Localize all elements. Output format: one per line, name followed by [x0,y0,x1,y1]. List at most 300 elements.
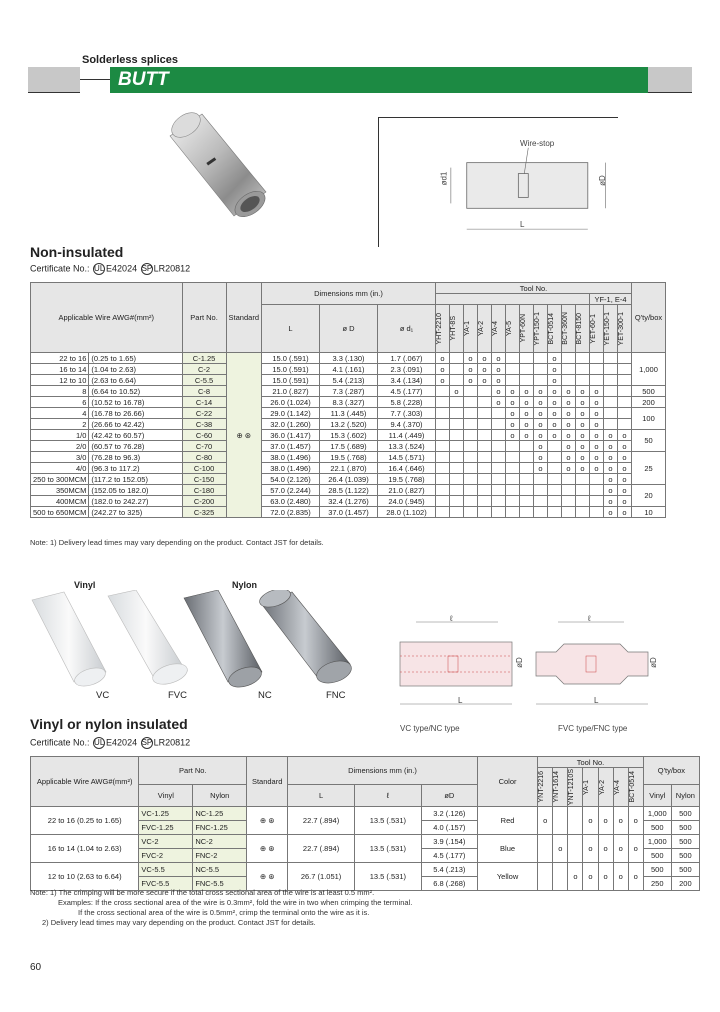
tool-mark-cell [464,507,478,518]
tool-mark-cell [464,452,478,463]
tool-mark-cell [548,485,562,496]
D-label-5: øD [648,657,658,668]
part-cell: C-180 [182,485,226,496]
nylon-part-cell: NC-2 [193,835,247,849]
tool-mark-cell [450,364,464,375]
inner-diameter-cell: 4.5 (.177) [378,386,436,397]
note-2-line: 2) Delivery lead times may vary depending on the product. Contact JST for details. [42,918,316,927]
awg-cell: 350MCM [31,485,89,496]
tool-mark-cell [590,375,604,386]
color-cell: Yellow [477,863,537,891]
section-subtitle: Solderless splices [82,54,178,66]
tool-mark-cell [478,441,492,452]
tool-mark-cell [618,386,632,397]
inner-diameter-cell: 24.0 (.945) [378,496,436,507]
tool-mark-cell: o [506,397,520,408]
tool-mark-cell: o [590,441,604,452]
D-header: ø D [320,305,378,353]
tool-mark-cell [450,452,464,463]
tool-mark-cell: o [598,807,613,835]
tool-mark-cell: o [618,507,632,518]
part-header-2: Part No. [139,757,247,785]
tool-mark-cell: o [604,474,618,485]
part-header: Part No. [182,283,226,353]
length-cell: 54.0 (2.126) [262,474,320,485]
qty-cell: 10 [632,507,666,518]
tool-mark-cell [506,441,520,452]
tool-mark-cell [604,375,618,386]
tool-mark-cell: o [628,807,643,835]
ul-mark-icon-2: UL [94,738,105,747]
awg-cell: 8 [31,386,89,397]
tool-mark-cell: o [618,496,632,507]
mm-cell: (152.05 to 182.0) [89,485,182,496]
tool-mark-cell: o [534,397,548,408]
qty-vinyl-cell: 1,000 [643,835,671,849]
tool-mark-cell: o [548,375,562,386]
tool-mark-cell [506,375,520,386]
qty-nylon-header: Nylon [671,785,699,807]
tool-mark-cell [492,441,506,452]
nylon-header: Nylon [193,785,247,807]
qty-nylon-cell: 500 [671,807,699,821]
diameter-cell: 28.5 (1.122) [320,485,378,496]
tool-mark-cell: o [492,375,506,386]
tool-mark-cell: o [520,397,534,408]
part-cell: C-38 [182,419,226,430]
tool-mark-cell [562,496,576,507]
length-cell: 21.0 (.827) [262,386,320,397]
tool-mark-cell [478,386,492,397]
standard-cell: ⊕ ⊛ [247,863,288,891]
tool-column-header: YET-300-1 [618,305,632,353]
tool-mark-cell [520,474,534,485]
length-cell: 32.0 (1.260) [262,419,320,430]
standard-cell: ⊕ ⊛ [247,835,288,863]
tool-mark-cell [604,419,618,430]
tool-mark-cell [553,863,568,891]
mm-cell: (76.28 to 96.3) [89,452,182,463]
color-cell: Blue [477,835,537,863]
inner-diameter-cell: 19.5 (.768) [378,474,436,485]
tool-column-header: YA-5 [506,305,520,353]
fvc-fnc-type-caption: FVC type/FNC type [558,724,628,733]
vc-caption: VC [96,690,110,701]
note-2-line: Note: 1) The crimping will be more secure if the total cross sectional area of the wire is at least 0.5 mm². [30,888,375,897]
vinyl-part-cell: FVC-5.5 [139,877,193,891]
table-row [31,397,666,408]
tool-column-header: YA-2 [478,305,492,353]
tool-mark-cell [506,353,520,364]
page-title-bar [110,67,648,93]
part-cell: C-100 [182,463,226,474]
D-label: øD [597,175,607,186]
tool-mark-cell: o [553,835,568,863]
qty-vinyl-header: Vinyl [643,785,671,807]
qty-nylon-cell: 500 [671,863,699,877]
table-row [31,835,700,849]
tool-mark-cell [436,474,450,485]
vinyl-header: Vinyl [139,785,193,807]
diameter-cell: 13.2 (.520) [320,419,378,430]
tool-mark-cell [450,496,464,507]
tool-mark-cell: o [492,364,506,375]
qty-vinyl-cell: 500 [643,821,671,835]
tool-mark-cell: o [534,408,548,419]
tool-mark-cell [576,474,590,485]
tool-column-header: YA-1 [464,305,478,353]
table-row [31,408,666,419]
tool-mark-cell [520,507,534,518]
length-cell: 72.0 (2.835) [262,507,320,518]
tool-mark-cell [450,463,464,474]
inner-diameter-cell: 16.4 (.646) [378,463,436,474]
tool-mark-cell: o [534,386,548,397]
tool-mark-cell: o [576,452,590,463]
table-row [31,807,700,821]
tool-mark-cell: o [590,452,604,463]
tool-mark-cell [520,463,534,474]
ul-mark-icon: UL [94,264,105,273]
mm-cell: (42.42 to 60.57) [89,430,182,441]
length-cell: 37.0 (1.457) [262,441,320,452]
table-row [31,452,666,463]
L-label-2: L [458,696,463,705]
tool-column-header: BCT-360N [562,305,576,353]
length-cell: 22.7 (.894) [288,807,355,835]
tool-mark-cell: o [548,353,562,364]
tool-mark-cell [604,386,618,397]
wire-header: Applicable Wire AWG#(mm²) [31,283,183,353]
tool-mark-cell [562,353,576,364]
length-cell: 29.0 (1.142) [262,408,320,419]
tool-mark-cell [534,353,548,364]
tool-mark-cell [568,807,583,835]
tool-mark-cell [492,496,506,507]
awg-cell: 16 to 14 (1.04 to 2.63) [31,835,139,863]
tool-column-header: BCT-8150 [576,305,590,353]
tool-column-header: YNT-1210S [568,768,583,807]
note-2-line: Examples: If the cross sectional area of the wire is 0.3mm², fold the wire in two when crimping the terminal. [58,898,413,907]
tool-mark-cell [520,353,534,364]
tool-mark-cell [464,441,478,452]
tool-mark-cell: o [464,364,478,375]
mm-cell: (117.2 to 152.05) [89,474,182,485]
tool-mark-cell: o [436,353,450,364]
length-cell: 26.7 (1.051) [288,863,355,891]
wire-stop-label: Wire-stop [520,139,555,148]
tool-mark-cell [506,507,520,518]
qty-vinyl-cell: 1,000 [643,807,671,821]
tool-mark-cell [590,496,604,507]
tool-mark-cell [548,463,562,474]
tool-mark-cell [436,386,450,397]
vc-nc-type-caption: VC type/NC type [400,724,460,733]
qty-cell: 200 [632,397,666,408]
tool-mark-cell [590,485,604,496]
tool-mark-cell: o [576,408,590,419]
tool-mark-cell [576,375,590,386]
awg-cell: 2/0 [31,441,89,452]
tool-mark-cell [576,485,590,496]
vinyl-part-cell: VC-1.25 [139,807,193,821]
mm-cell: (10.52 to 16.78) [89,397,182,408]
qty-vinyl-cell: 250 [643,877,671,891]
length-cell: 38.0 (1.496) [262,463,320,474]
tool-mark-cell: o [506,408,520,419]
table-row [31,386,666,397]
table-row [31,375,666,386]
tool-mark-cell: o [492,386,506,397]
tool-mark-cell [604,408,618,419]
standard-cell: ⊕ ⊛ [226,353,261,518]
tool-mark-cell [478,507,492,518]
tool-mark-cell [548,474,562,485]
dimensions-header: Dimensions mm (in.) [262,283,436,305]
tool-column-header: YHT-8S [450,305,464,353]
tool-mark-cell [590,474,604,485]
tool-mark-cell [450,430,464,441]
tool-mark-cell [436,452,450,463]
part-cell: C-22 [182,408,226,419]
tool-mark-cell: o [478,375,492,386]
tool-mark-cell: o [534,430,548,441]
tool-column-header: YET-150-1 [604,305,618,353]
vinyl-part-cell: VC-2 [139,835,193,849]
tool-mark-cell: o [464,375,478,386]
tool-mark-cell: o [534,463,548,474]
tool-column-header: YA-4 [613,768,628,807]
qty-vinyl-cell: 500 [643,849,671,863]
tool-mark-cell [464,463,478,474]
table-row [31,496,666,507]
tool-mark-cell [478,485,492,496]
tool-mark-cell [576,364,590,375]
tool-mark-cell [478,408,492,419]
tool-mark-cell: o [562,463,576,474]
tool-mark-cell [492,485,506,496]
tool-column-header: YHT-2210 [436,305,450,353]
tool-mark-cell: o [520,408,534,419]
diameter-cell: 15.3 (.602) [320,430,378,441]
color-cell: Red [477,807,537,835]
csa-mark-icon-2: SP [141,738,153,747]
tool-mark-cell [520,375,534,386]
tool-mark-cell [562,375,576,386]
tool-mark-cell [590,364,604,375]
mm-cell: (6.64 to 10.52) [89,386,182,397]
tool-mark-cell: o [506,386,520,397]
mm-cell: (16.78 to 26.66) [89,408,182,419]
tool-column-header: YET-60-1 [590,305,604,353]
tool-mark-cell: o [590,408,604,419]
nylon-part-cell: NC-5.5 [193,863,247,877]
tool-mark-cell [506,496,520,507]
csa-number: LR20812 [153,263,191,274]
tool-mark-cell [450,419,464,430]
mm-cell: (96.3 to 117.2) [89,463,182,474]
mm-cell: (0.25 to 1.65) [89,353,182,364]
tool-mark-cell [618,353,632,364]
inner-diameter-cell: 21.0 (.827) [378,485,436,496]
part-cell: C-60 [182,430,226,441]
inner-diameter-cell: 14.5 (.571) [378,452,436,463]
inner-diameter-cell: 9.4 (.370) [378,419,436,430]
butt-splice-photo [150,108,280,228]
tool-mark-cell: o [590,386,604,397]
awg-cell: 4 [31,408,89,419]
tool-mark-cell [492,474,506,485]
nc-splice [184,590,264,691]
diameter-cell: 8.3 (.327) [320,397,378,408]
table-row [31,353,666,364]
tool-mark-cell: o [576,430,590,441]
tool-mark-cell: o [604,485,618,496]
title-band [28,67,692,93]
inner-diameter-cell: 11.4 (.449) [378,430,436,441]
tool-mark-cell: o [590,397,604,408]
tool-mark-cell [436,496,450,507]
qty-cell: 25 [632,452,666,485]
tool-mark-cell: o [568,863,583,891]
table-row [31,463,666,474]
diameter-cell: 32.4 (1.276) [320,496,378,507]
tool-mark-cell: o [618,441,632,452]
table-row [31,507,666,518]
tool-mark-cell [464,408,478,419]
qty-cell: 20 [632,485,666,507]
awg-cell: 6 [31,397,89,408]
l-header-2: ℓ [354,785,421,807]
table-row [31,485,666,496]
table-row [31,364,666,375]
nc-caption: NC [258,690,272,701]
tool-mark-cell [478,419,492,430]
tool-mark-cell [436,397,450,408]
tool-mark-cell [548,496,562,507]
tool-mark-cell [436,430,450,441]
diameter-cell: 5.4 (.213) [421,863,477,877]
tool-mark-cell [478,430,492,441]
nylon-label: Nylon [232,580,258,590]
tool-mark-cell [436,408,450,419]
tool-mark-cell: o [534,441,548,452]
tool-mark-cell: o [548,386,562,397]
tool-mark-cell [618,419,632,430]
tool-mark-cell: o [506,419,520,430]
tool-mark-cell: o [583,807,598,835]
l-label-1: ℓ [450,614,453,623]
part-cell: C-1.25 [182,353,226,364]
tool-mark-cell [520,441,534,452]
tool-mark-cell [534,496,548,507]
tool-mark-cell [534,474,548,485]
inner-diameter-cell: 13.3 (.524) [378,441,436,452]
csa-mark-icon: SP [141,264,153,273]
fvc-splice [108,590,190,688]
tool-mark-cell: o [436,364,450,375]
tool-mark-cell: o [548,364,562,375]
tool-column-header: YA-4 [492,305,506,353]
mm-cell: (26.66 to 42.42) [89,419,182,430]
tool-mark-cell: o [548,408,562,419]
l-label-3: ℓ [588,614,591,623]
tool-mark-cell [478,452,492,463]
tool-mark-cell: o [562,452,576,463]
tool-mark-cell [436,419,450,430]
l-cell: 13.5 (.531) [354,835,421,863]
tool-mark-cell: o [538,807,553,835]
insulated-title: Vinyl or nylon insulated [30,716,188,732]
standard-cell: ⊕ ⊛ [247,807,288,835]
tool-mark-cell: o [576,463,590,474]
tool-mark-cell [548,452,562,463]
tool-mark-cell: o [618,474,632,485]
page-number: 60 [30,962,42,973]
length-cell: 22.7 (.894) [288,835,355,863]
tool-mark-cell: o [562,419,576,430]
tool-mark-cell: o [604,496,618,507]
length-cell: 15.0 (.591) [262,375,320,386]
certificate-line-1 [30,263,190,275]
tool-mark-cell [492,463,506,474]
L-label: L [520,220,525,229]
tool-mark-cell [506,474,520,485]
qty-nylon-cell: 500 [671,835,699,849]
fnc-caption: FNC [326,690,346,701]
diameter-cell: 19.5 (.768) [320,452,378,463]
qty-cell: 1,000 [632,353,666,386]
fnc-splice [257,590,354,687]
tool-column-header: YPT-60N [520,305,534,353]
table-row [31,441,666,452]
awg-cell: 12 to 10 [31,375,89,386]
L-label-4: L [594,696,599,705]
diameter-cell: 3.9 (.154) [421,835,477,849]
tool-mark-cell [478,474,492,485]
tool-mark-cell: o [604,463,618,474]
tool-mark-cell: o [604,507,618,518]
ul-number-2: E42024 [106,737,138,748]
non-insulated-title: Non-insulated [30,244,124,260]
tool-mark-cell: o [520,419,534,430]
certificate-line-2 [30,737,190,749]
tool-mark-cell [618,375,632,386]
length-cell: 57.0 (2.244) [262,485,320,496]
nylon-part-cell: FNC-5.5 [193,877,247,891]
tool-mark-cell [464,430,478,441]
tool-mark-cell [492,408,506,419]
tool-mark-cell [562,364,576,375]
part-cell: C-5.5 [182,375,226,386]
qty-cell: 500 [632,386,666,397]
tool-mark-cell [506,485,520,496]
tool-mark-cell: o [478,364,492,375]
tool-mark-cell [548,441,562,452]
tool-mark-cell [590,507,604,518]
L-header-2: L [288,785,355,807]
diameter-cell: 6.8 (.268) [421,877,477,891]
insulated-splices-photo [24,590,364,698]
nylon-part-cell: FNC-1.25 [193,821,247,835]
tool-mark-cell [478,463,492,474]
tool-mark-cell [604,353,618,364]
tool-mark-cell [568,835,583,863]
part-cell: C-325 [182,507,226,518]
tool-mark-cell: o [534,419,548,430]
table-row [31,474,666,485]
awg-cell: 3/0 [31,452,89,463]
